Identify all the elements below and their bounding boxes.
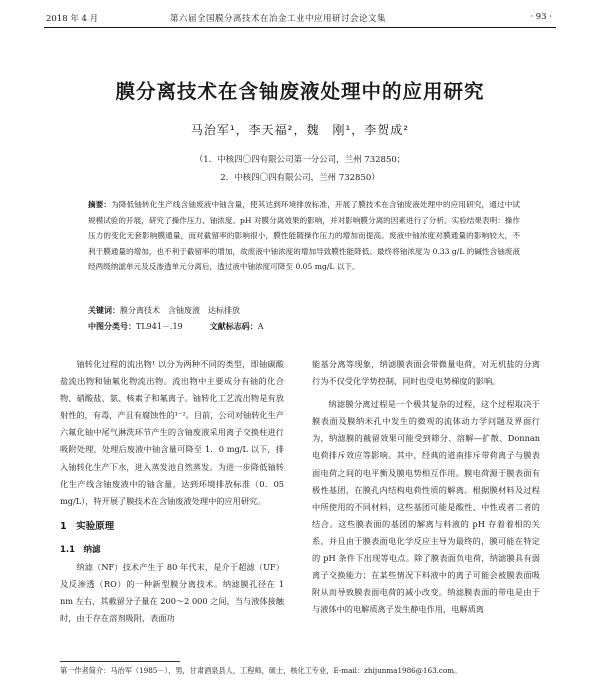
clc-label: 中图分类号： <box>88 322 136 331</box>
subsection-paragraph: 纳滤（NF）技术产生于 80 年代末，是介于超滤（UF）及反渗透（RO）的一种新型膜分离技术。纳滤膜孔径在 1 nm 左右，其截留分子量在 200～2 000 之间，当与液体接触时，由于存在溶剂吸附，表面功 <box>60 562 284 624</box>
abstract-label: 摘要： <box>88 200 112 209</box>
keywords-label: 关键词： <box>88 306 120 315</box>
clc-value: TL941－.19 <box>136 322 183 331</box>
right-paragraph-1: 能基分离等现象，纳滤膜表面会带微量电荷，对无机盐的分离行为不仅受化学势控制，同时也受电势梯度的影响。 <box>312 359 540 387</box>
keywords <box>88 305 240 316</box>
subsection-heading <box>60 541 284 559</box>
footnote-rule <box>60 661 180 662</box>
left-column <box>60 356 284 627</box>
right-column <box>312 356 540 618</box>
doc-code-value: A <box>257 322 264 331</box>
affiliation-1: （1．中核四〇四有限公司第一分公司，兰州 732850； <box>194 155 406 165</box>
section-heading <box>60 518 284 535</box>
authors: 马治军¹，李天福²，魏 刚¹，李贺成² <box>190 123 410 137</box>
keywords-text: 膜分离技术 含铀废液 达标排放 <box>120 306 240 315</box>
doc-code-label: 文献标志码： <box>209 322 258 331</box>
section-title: 1 实验原理 <box>60 520 115 532</box>
header-rule <box>44 27 556 28</box>
footnote: 第一作者简介：马治军（1985－），男，甘肃酒泉县人，工程师，硕士，核化工专业，E-mail：zhijunma1986@163.com。 <box>60 666 462 675</box>
header-conference: 第六届全国膜分离技术在冶金工业中应用研讨会论文集 <box>170 14 387 24</box>
abstract-text: 为降低铀转化生产线含铀废液中铀含量，使其达到环境排放标准，开展了膜技术在含铀废液处理中的应用研究，通过中试规模试验的开展，研究了操作压力、铀浓度、pH 对膜分离效果的影响，并对影响膜分离的因素进行了分析。实验结果表明：操作压力的变化无套影响膜通量，而对截留率的影响很小，膜性能随操作压力的增加而提高。废液中铀浓度对膜通量的影响较大，不利于膜通量的增加，也不利于截留率的增加，故废液中铀浓度的增加导致膜性能降低。最终将铀浓度为 0.33 g/L 的碱性含铀废液经两级纳滤单元及反渗透单元分离后，透过液中铀浓度可降至 0.05 mg/L 以下。 <box>88 200 521 271</box>
header-date: 2018 年 4 月 <box>46 14 99 24</box>
header-page-number: · 93 · <box>530 12 552 22</box>
right-paragraph-2: 纳滤膜分离过程是一个极其复杂的过程，这个过程取决于膜表面及膜纳米孔中发生的微观的流体动力学问题及界面行为，纳滤膜的截留效果可能受到筛分、溶解—扩散、Donnan 电荷排斥效应等影响。其中，经典的道南排斥带荷离子与膜表面电荷之间的电平衡及膜电势相互作用。膜电荷源于膜表面有极性基团，在膜孔内结构电荷性质的解离。根据膜材料及过程中所使用的不同材料，这些基团可能是酸性、中性或者二者的结合。这些膜表面的基团的解离与料液的 pH 存着着相的关系，并且由于膜表面电化学反应主导为最终的，膜可能在特定的 pH 条件下出现等电点。除了膜表面负电荷，纳滤膜具有弱离子交换能力；在某些情况下料液中的离子可能会被膜表面吸附从而导致膜表面电荷的减小改变。纳滤膜表面的带电是由于与液体中的电解质离子发生静电作用，电解质离 <box>312 399 540 615</box>
affiliation-2: 2．中核四〇四有限公司，兰州 732850） <box>220 173 380 183</box>
subsection-title: 1.1 纳滤 <box>60 544 101 555</box>
intro-paragraph: 铀转化过程的流出物¹ 以分为两种不同的类型，即铀碳酸盐流出物和铀氟化物流出物。流出物中主要成分有铀的化合物、硝酸盐、氨、核素子和氟离子。铀转化工艺流出物是有放射性的，有毒，产且有腐蚀性的¹⁻²。目前，公司对铀转化生产六氟化铀中尾气淋洗环节产生的含铀废液采用离子交换柱进行吸附处理，处理后废液中铀含量可降至 1．0 mg/L 以下，排入铀转化生产下水，进入蒸发池自然蒸发。为进一步降低铀转化生产线含铀废液中的铀含量，达到环境排放标准（0．05 mg/L），特开展了膜技术在含铀废液处理中的应用研究。 <box>60 359 284 506</box>
classification-line <box>88 321 264 332</box>
abstract <box>88 197 520 275</box>
paper-title: 膜分离技术在含铀废液处理中的应用研究 <box>115 80 485 103</box>
